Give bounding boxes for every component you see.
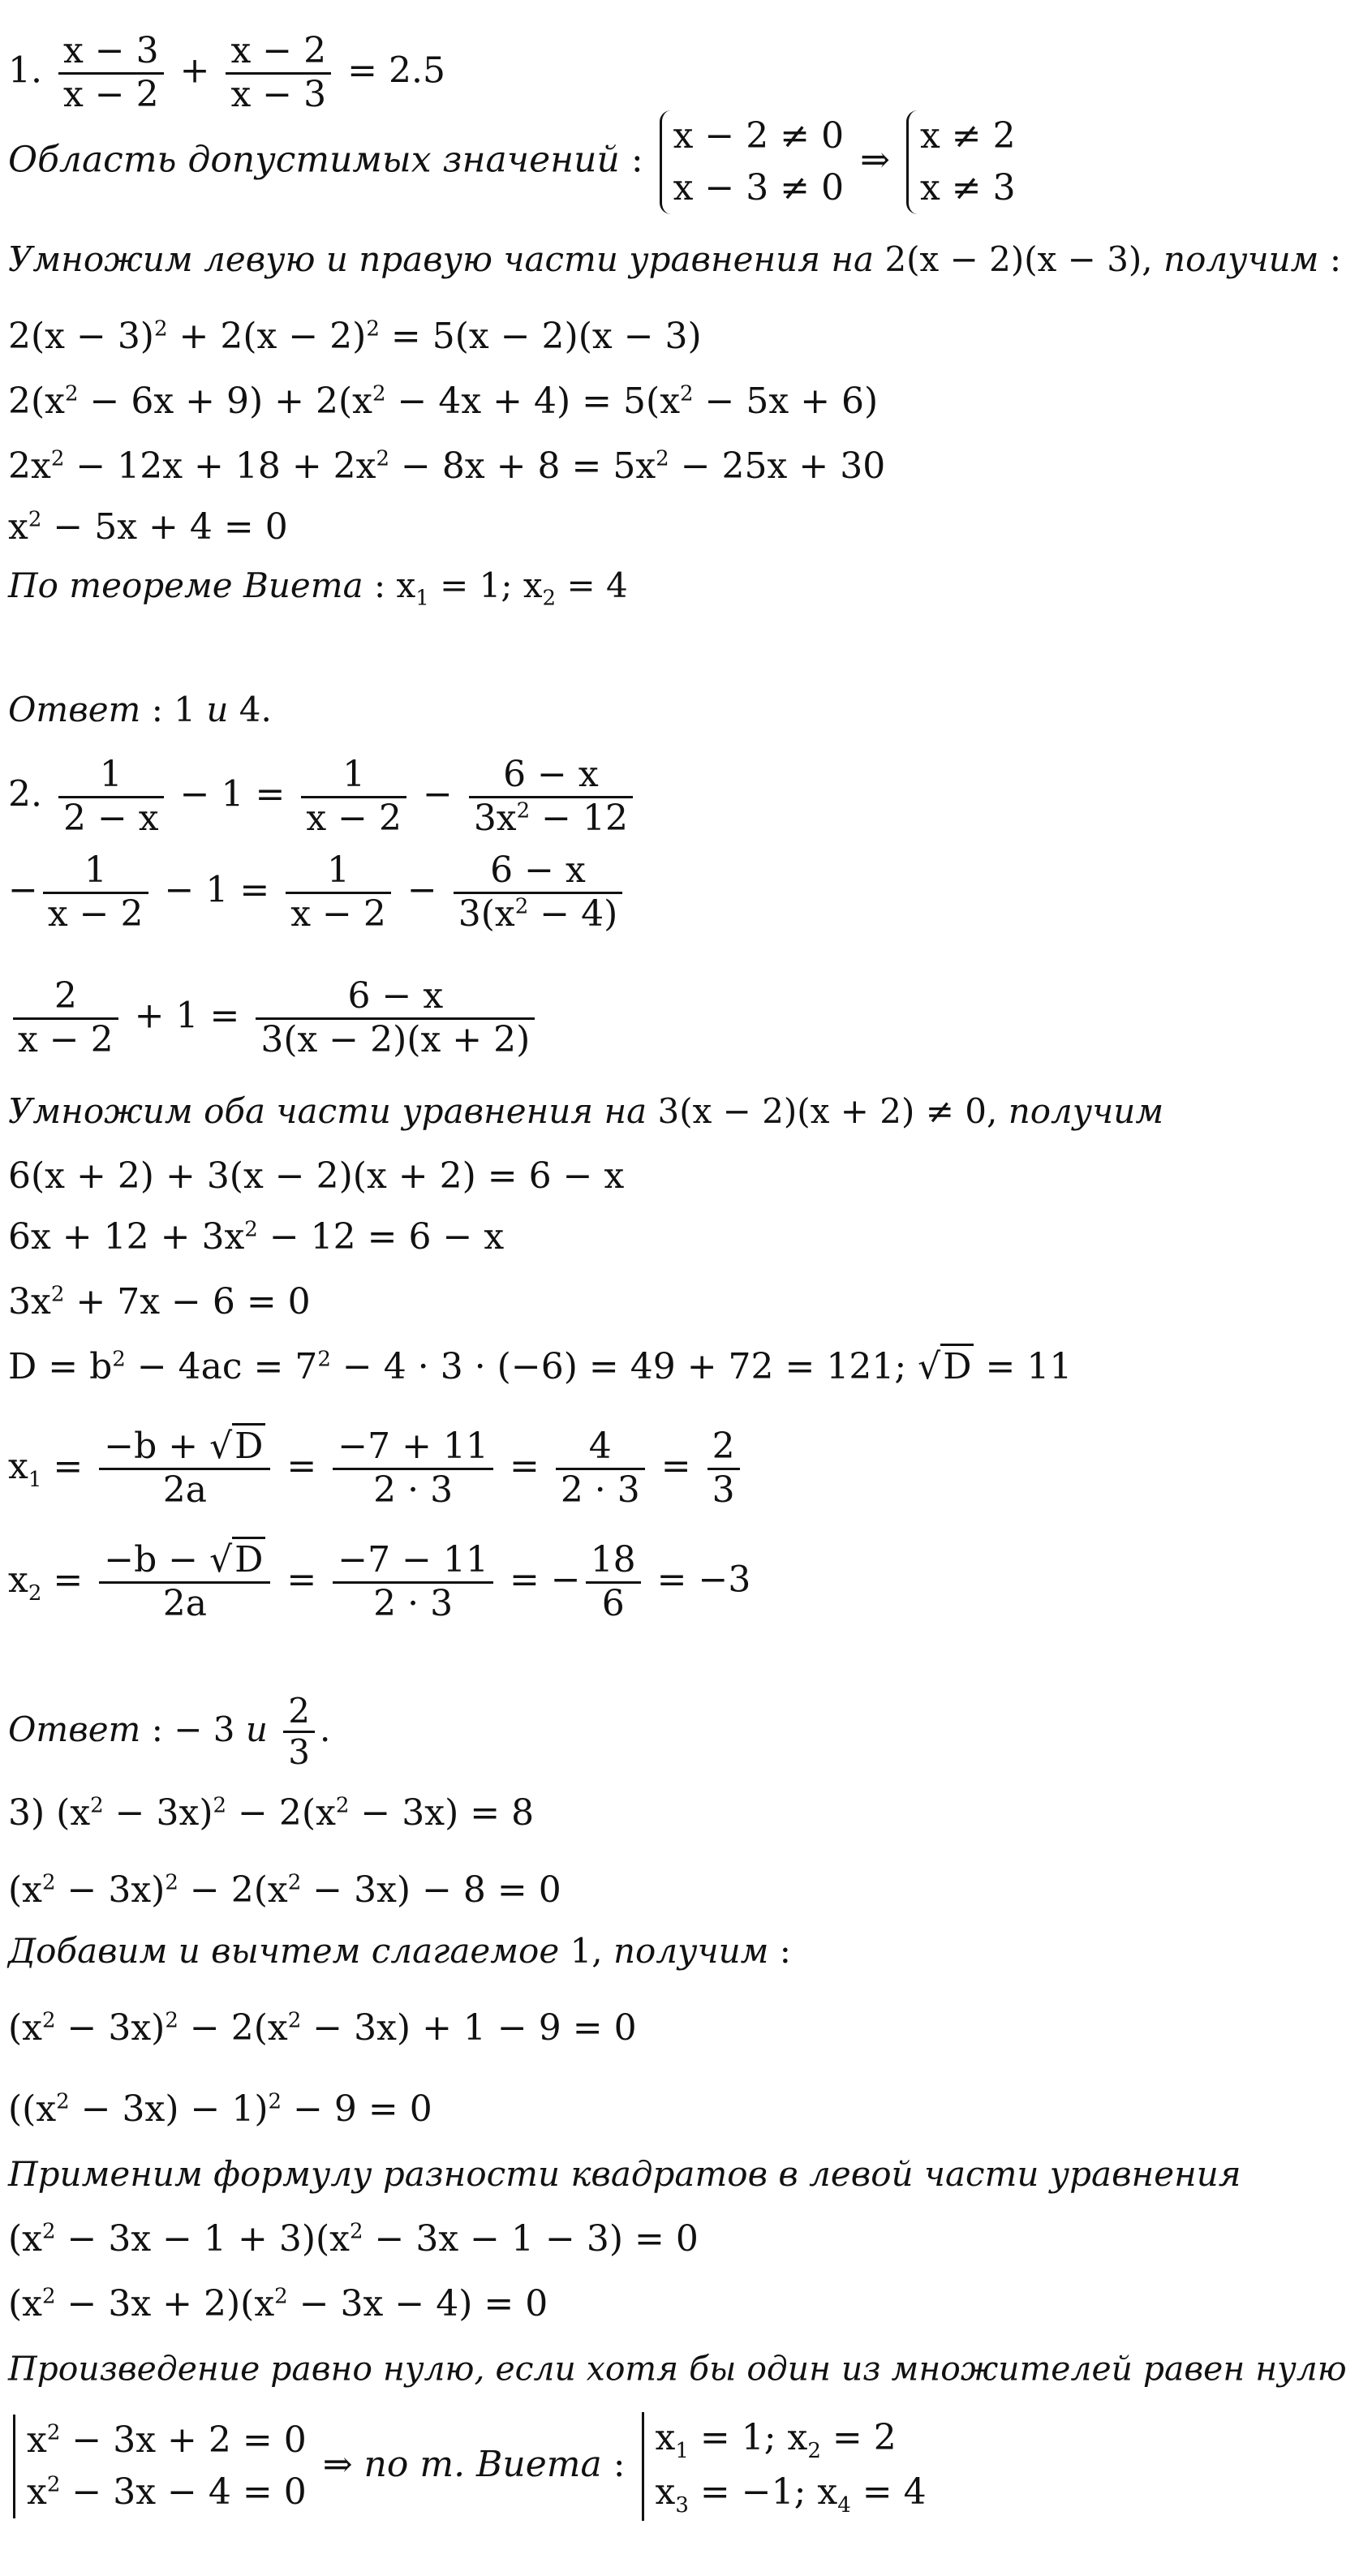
line-p3-l5 [8,2283,548,2325]
prose-text: Применим формулу разности квадратов в левой части уравнения [8,2154,1241,2194]
denominator: 3 [288,1732,311,1773]
math-expression: $6x + 12 + 3x^2 - 12 = 6 - x$ [8,1216,505,1258]
math-text: 2. [8,773,54,815]
line-p3-product [8,2349,1347,2389]
math-expression: $2(x^2 - 6x + 9) + 2(x^2 - 4x + 4) = 5(x^2 - 5x + 6)$ [8,381,879,423]
math-text: 3(x − 2)(x + 2) ≠ 0, [657,1091,1008,1131]
line-p2-l3 [8,1155,625,1197]
math-expression: 6(x + 2) + 3(x − 2)(x + 2) = 6 − x [8,1155,625,1197]
set-bracket [13,2415,307,2518]
denominator: 2a [162,1582,207,1624]
prose-text: получим [1163,239,1319,279]
prose-text: получим [613,1931,769,1971]
math-text: = [497,1445,551,1487]
denominator: $3x^2 - 12$ [473,797,628,839]
numerator: −b + √D [99,1426,270,1470]
math-expression: $x^2 - 5x + 4 = 0$ [8,506,288,548]
math-text: : 1 [140,690,207,729]
math-text: = 2.5 [336,49,445,92]
line-p1-l4 [8,506,288,548]
math-text: 1. [8,49,54,92]
line-p2-x1 [8,1426,745,1511]
line-p2-x2 [8,1540,750,1624]
numerator: 4 [556,1426,645,1470]
math-text: 1, [570,1931,613,1971]
math-text: : [768,1931,791,1971]
line-p2-disc [8,1346,1073,1388]
line-p3-l4 [8,2218,699,2260]
math-expression: $2(x - 3)^2 + 2(x - 2)^2 = 5(x - 2)(x - 3)$ [8,316,702,358]
fraction [226,31,331,115]
set-bracket [642,2412,927,2522]
fraction [556,1426,645,1511]
line-p2-l5 [8,1281,311,1323]
line-p1-eq [8,31,445,115]
prose-text: Область допустимых значений [8,139,620,181]
denominator: 2 · 3 [373,1469,454,1511]
numerator: 1 [43,850,148,894]
math-text: − [411,773,464,815]
math-text [268,1709,278,1749]
math-expression: $x_1$ = [8,1445,95,1492]
math-text: : − 3 [140,1709,246,1749]
math-text: − [8,869,38,911]
math-expression: $(x^2 - 3x + 2)(x^2 - 3x - 4) = 0$ [8,2283,548,2325]
prose-text: получим [1008,1091,1164,1131]
numerator: x − 3 [58,31,164,75]
denominator: x − 2 [18,1018,114,1060]
math-text: : [619,139,655,181]
system-row: x − 2 ≠ 0 [673,115,845,157]
line-p2-multiply [8,1091,1164,1131]
denominator: x − 2 [290,892,386,935]
system-row: x ≠ 2 [919,115,1016,157]
math-text: = − [497,1559,581,1601]
fraction [43,850,148,935]
math-expression: $3x^2 + 7x - 6 = 0$ [8,1281,311,1323]
line-p3-apply [8,2154,1241,2194]
prose-text: Ответ [8,1709,141,1749]
math-expression: $(x^2 - 3x - 1 + 3)(x^2 - 3x - 1 - 3) = 0$ [8,2218,699,2260]
math-text: = −3 [645,1559,751,1601]
prose-text: и [206,690,229,729]
numerator: 2 [707,1426,740,1470]
line-p1-l2 [8,381,879,423]
math-expression: $x_2$ = [8,1559,95,1606]
fraction [283,1692,315,1773]
math-text: 2(x − 2)(x − 3), [884,239,1164,279]
prose-text: Ответ [8,690,141,729]
numerator: 6 − x [469,755,633,798]
math-expression: : $x_1 = 1$; $x_2 = 4$ [363,565,628,610]
denominator: 2a [162,1469,207,1511]
system-brace [906,110,1016,214]
numerator: 6 − x [454,850,623,894]
system-row: $x_1 = 1$; $x_2 = 2$ [655,2416,897,2463]
math-text: : [601,2443,637,2485]
prose-text: Умножим левую и правую части уравнения на [8,239,885,279]
denominator: 3 [712,1469,735,1511]
system-row: x ≠ 3 [919,166,1016,209]
math-text: ⇒ [849,139,901,181]
numerator: 6 − x [256,976,535,1020]
math-text: − [395,869,449,911]
prose-text: Произведение равно нулю, если хотя бы один из множителей равен нулю [8,2349,1347,2389]
prose-text: и [245,1709,268,1749]
math-text: : [1318,239,1341,279]
math-expression: $D = b^2 - 4ac = 7^2 - 4 \cdot 3 \cdot (-6) = 49 + 72 = 121$; √D = 11 [8,1346,1072,1387]
prose-text: Умножим оба части уравнения на [8,1091,658,1131]
system-row: x − 3 ≠ 0 [673,166,845,209]
numerator: 18 [586,1540,641,1584]
line-p3-final [8,2412,931,2522]
fraction [58,755,164,839]
line-p2-answer [8,1692,330,1773]
math-text: − 1 = [168,773,297,815]
fraction [286,850,391,935]
math-expression: $2x^2 - 12x + 18 + 2x^2 - 8x + 8 = 5x^2 - 25x + 30$ [8,445,886,488]
line-p1-multiply [8,239,1341,279]
math-expression: 3) $(x^2 - 3x)^2 - 2(x^2 - 3x) = 8$ [8,1792,535,1834]
math-text: = [275,1445,329,1487]
fraction [707,1426,740,1511]
math-text: . [320,1709,331,1749]
line-p1-l1 [8,316,702,358]
line-p3-eq [8,1792,535,1834]
fraction [99,1426,270,1511]
system-row: $x^2 - 3x + 2 = 0$ [27,2419,307,2462]
line-p2-l4 [8,1216,505,1258]
line-p3-l1 [8,1869,561,1912]
system-brace [660,110,844,214]
math-text: = [649,1445,703,1487]
math-expression: $(x^2 - 3x)^2 - 2(x^2 - 3x) - 8 = 0$ [8,1869,561,1912]
fraction [586,1540,641,1624]
fraction [454,850,623,935]
denominator: $3(x^2 - 4)$ [458,892,618,935]
system-row: $x^2 - 3x - 4 = 0$ [27,2471,307,2513]
line-p3-l3 [8,2088,432,2131]
math-text: + [168,49,221,92]
numerator: −b − √D [99,1540,270,1584]
denominator: 2 · 3 [373,1582,454,1624]
fraction [99,1540,270,1624]
numerator: −7 + 11 [333,1426,493,1470]
prose-text: Добавим и вычтем слагаемое [8,1931,570,1971]
fraction [333,1540,493,1624]
line-p2-l2 [8,976,540,1060]
math-text: + 1 = [123,995,252,1037]
numerator: 2 [283,1692,315,1733]
line-p1-answer [8,690,272,729]
numerator: 1 [286,850,391,894]
denominator: 6 [601,1582,625,1624]
denominator: 3(x − 2)(x + 2) [260,1018,531,1060]
fraction [301,755,406,839]
fraction [58,31,164,115]
line-p1-vieta [8,565,628,610]
numerator: 2 [13,976,118,1020]
line-p2-eq [8,755,638,839]
numerator: −7 − 11 [333,1540,493,1584]
denominator: 2 · 3 [560,1469,640,1511]
numerator: x − 2 [226,31,331,75]
math-text: = [275,1559,329,1601]
math-expression: $(x^2 - 3x)^2 - 2(x^2 - 3x) + 1 - 9 = 0$ [8,2007,637,2049]
prose-text: по т. Виета [363,2443,602,2485]
fraction [333,1426,493,1511]
numerator: 1 [301,755,406,798]
denominator: 2 − x [62,797,159,839]
numerator: 1 [58,755,164,798]
fraction [256,976,535,1060]
math-text: − 1 = [153,869,282,911]
line-p1-l3 [8,445,886,488]
denominator: x − 2 [47,892,144,935]
denominator: x − 2 [62,73,159,115]
denominator: x − 3 [230,73,327,115]
system-row: $x_3 = -1$; $x_4 = 4$ [655,2471,927,2518]
prose-text: По теореме Виета [8,565,363,605]
math-text: 4. [228,690,272,729]
math-expression: $((x^2 - 3x) - 1)^2 - 9 = 0$ [8,2088,432,2131]
line-p3-add [8,1931,791,1971]
fraction [13,976,118,1060]
fraction [469,755,633,839]
line-p2-l1 [8,850,627,935]
denominator: x − 2 [306,797,402,839]
line-p1-domain [8,110,1021,214]
math-text: ⇒ [311,2443,364,2485]
line-p3-l2 [8,2007,637,2049]
